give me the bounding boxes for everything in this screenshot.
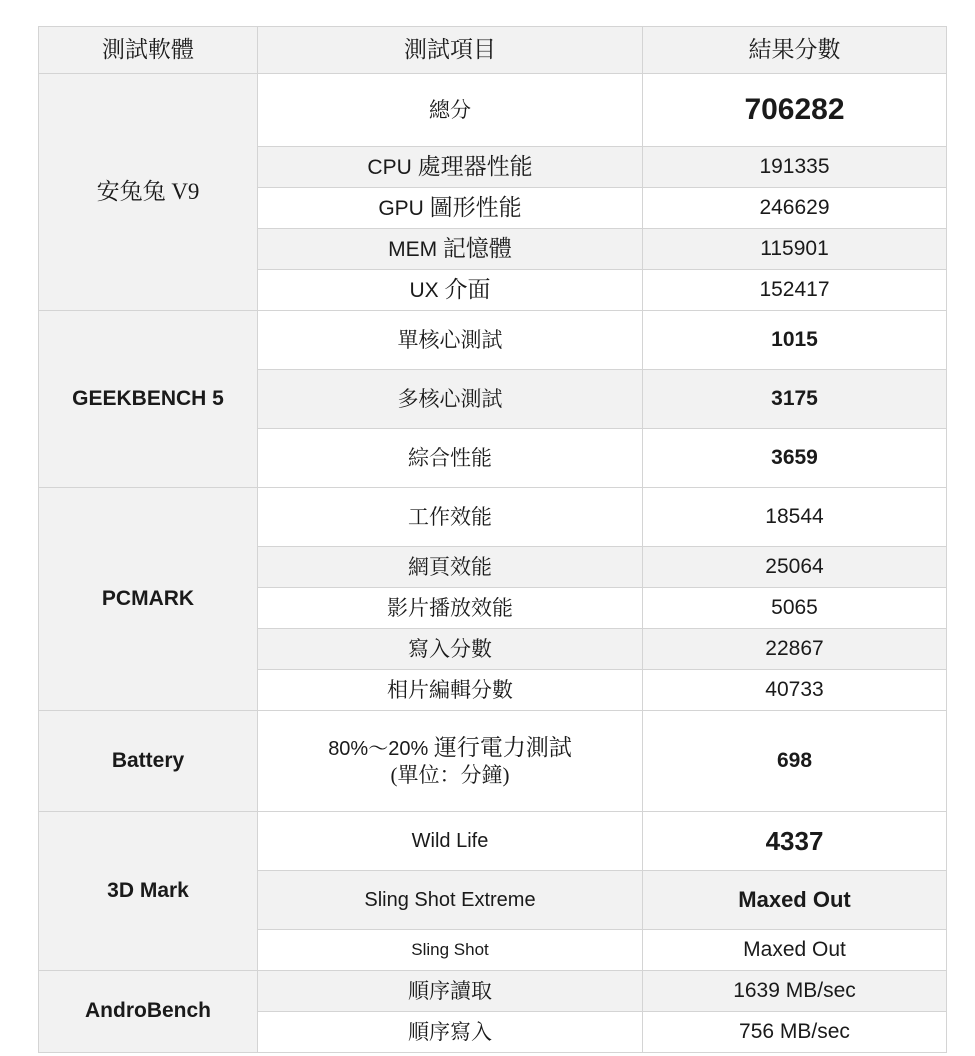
score-value: 25064	[643, 547, 947, 588]
column-header-item: 測試項目	[258, 27, 643, 74]
item-label: GPU 圖形性能	[258, 188, 643, 229]
score-value: 152417	[643, 270, 947, 311]
item-label: 總分	[258, 74, 643, 147]
item-label: 單核心測試	[258, 311, 643, 370]
score-value: Maxed Out	[643, 871, 947, 930]
software-pcmark: PCMARK	[39, 488, 258, 711]
score-value: Maxed Out	[643, 930, 947, 971]
item-label: UX 介面	[258, 270, 643, 311]
score-value: 5065	[643, 588, 947, 629]
item-label: 順序讀取	[258, 971, 643, 1012]
benchmark-table	[38, 26, 947, 1053]
score-value: 191335	[643, 147, 947, 188]
item-label: 順序寫入	[258, 1012, 643, 1053]
item-label: 工作效能	[258, 488, 643, 547]
score-value: 40733	[643, 670, 947, 711]
table-row	[39, 311, 947, 370]
item-label: 網頁效能	[258, 547, 643, 588]
column-header-score: 結果分數	[643, 27, 947, 74]
item-label: MEM 記憶體	[258, 229, 643, 270]
score-value: 1639 MB/sec	[643, 971, 947, 1012]
table-row	[39, 488, 947, 547]
item-label: 寫入分數	[258, 629, 643, 670]
score-value: 18544	[643, 488, 947, 547]
item-label: 相片編輯分數	[258, 670, 643, 711]
score-value: 4337	[643, 812, 947, 871]
score-value: 3175	[643, 370, 947, 429]
score-value: 1015	[643, 311, 947, 370]
score-value: 706282	[643, 74, 947, 147]
table-row	[39, 971, 947, 1012]
score-value: 3659	[643, 429, 947, 488]
score-value: 698	[643, 711, 947, 812]
score-value: 115901	[643, 229, 947, 270]
item-label: Sling Shot Extreme	[258, 871, 643, 930]
item-label: Wild Life	[258, 812, 643, 871]
software-battery: Battery	[39, 711, 258, 812]
software-androbench: AndroBench	[39, 971, 258, 1053]
score-value: 22867	[643, 629, 947, 670]
column-header-software: 測試軟體	[39, 27, 258, 74]
table-header-row	[39, 27, 947, 74]
software-3dmark: 3D Mark	[39, 812, 258, 971]
item-label: 影片播放效能	[258, 588, 643, 629]
item-label: CPU 處理器性能	[258, 147, 643, 188]
score-value: 756 MB/sec	[643, 1012, 947, 1053]
item-label: 多核心測試	[258, 370, 643, 429]
score-value: 246629	[643, 188, 947, 229]
table-row	[39, 74, 947, 147]
item-label: 綜合性能	[258, 429, 643, 488]
software-antutu: 安兔兔 V9	[39, 74, 258, 311]
item-label: Sling Shot	[258, 930, 643, 971]
software-geekbench: GEEKBENCH 5	[39, 311, 258, 488]
item-label: 80%～20% 運行電力測試 (單位：分鐘)	[258, 711, 643, 812]
table-row	[39, 812, 947, 871]
table-row	[39, 711, 947, 812]
